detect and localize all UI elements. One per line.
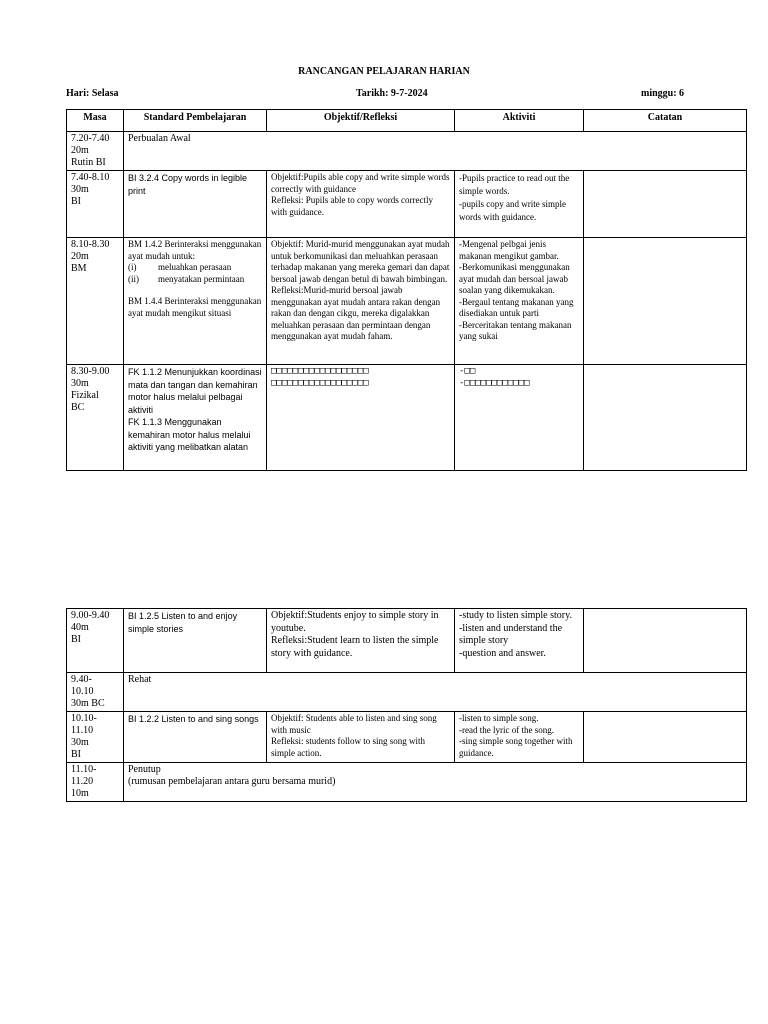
aktiviti-item: -question and answer. (459, 647, 546, 659)
refleksi-text: Refleksi: students follow to sing song with simple action. (271, 736, 425, 758)
table-header-row (67, 110, 747, 132)
catatan-cell (584, 609, 747, 673)
col-header-aktiviti: Aktiviti (455, 110, 584, 132)
masa-duration: 20m (71, 145, 89, 156)
objektif-text: Objektif:Pupils able copy and write simple words correctly with guidance (271, 172, 450, 194)
aktiviti-item: -listen to simple song. (459, 713, 539, 723)
masa-time: 7.40-8.10 (71, 172, 110, 183)
masa-time: 10.10- (71, 713, 97, 724)
merged-activity-cell: Perbualan Awal (124, 132, 747, 171)
masa-subject: BM (71, 263, 87, 274)
masa-subject: BC (71, 402, 85, 413)
masa-cell (67, 609, 124, 673)
masa-time: 7.20-7.40 (71, 133, 110, 144)
standard-text: FK 1.1.3 Menggunakan kemahiran motor halus melalui aktiviti yang melibatkan alatan (128, 417, 251, 452)
masa-time: 11.10- (71, 764, 97, 775)
aktiviti-item: -read the lyric of the song. (459, 724, 554, 735)
aktiviti-cell (455, 712, 584, 763)
masa-duration: 30m (71, 184, 89, 195)
aktiviti-item: -Pupils practice to read out the simple words. (459, 173, 570, 196)
objektif-cell (267, 238, 455, 365)
refleksi-text: Refleksi: Pupils able to copy words correctly with guidance. (271, 195, 433, 217)
aktiviti-item: -Berkomunikasi menggunakan ayat mudah dan bersoal jawab soalan yang dikemukakan. (459, 262, 570, 295)
standard-cell (124, 365, 267, 471)
masa-duration: 30m (71, 737, 89, 748)
masa-duration: 20m (71, 251, 89, 262)
table-row (67, 171, 747, 238)
masa-subject: BI (71, 749, 81, 760)
refleksi-text: □□□□□□□□□□□□□□□□□□ (271, 377, 369, 388)
closing-note: (rumusan pembelajaran antara guru bersama murid) (128, 776, 336, 787)
aktiviti-item: -listen and understand the simple story (459, 622, 563, 646)
objektif-text: □□□□□□□□□□□□□□□□□□ (271, 366, 369, 376)
masa-cell (67, 673, 124, 712)
lesson-table-2 (66, 608, 747, 802)
standard-subitem: (i) meluahkan perasaan (128, 262, 232, 272)
lesson-table-1 (66, 109, 747, 471)
col-header-objektif: Objektif/Refleksi (267, 110, 455, 132)
aktiviti-cell (455, 365, 584, 471)
merged-activity-cell (124, 763, 747, 802)
catatan-cell (584, 171, 747, 238)
catatan-cell (584, 238, 747, 365)
catatan-cell (584, 365, 747, 471)
table-row (67, 238, 747, 365)
col-header-masa: Masa (67, 110, 124, 132)
masa-duration: 40m (71, 622, 89, 633)
refleksi-text: Refleksi:Murid-murid bersoal jawab menggunakan ayat mudah antara rakan dengan rakan dan dengan cikgu, mereka digalakkan meluahkan perasaan dan permintaan dengan menggunakan ayat mudah faham. (271, 285, 441, 341)
standard-cell: BI 3.2.4 Copy words in legible print (124, 171, 267, 238)
objektif-text: Objektif:Students enjoy to simple story in youtube. (271, 610, 439, 634)
aktiviti-item: -□□□□□□□□□□□□ (459, 377, 530, 388)
objektif-cell (267, 712, 455, 763)
aktiviti-item: -study to listen simple story. (459, 610, 572, 621)
aktiviti-item: -pupils copy and write simple words with guidance. (459, 199, 566, 222)
week-label: minggu: 6 (641, 88, 685, 99)
standard-text: FK 1.1.2 Menunjukkan koordinasi mata dan tangan dan kemahiran motor halus melalui pelbagai aktiviti (128, 367, 262, 415)
masa-time: 9.00-9.40 (71, 610, 110, 621)
col-header-standard: Standard Pembelajaran (124, 110, 267, 132)
objektif-cell (267, 171, 455, 238)
masa-time: 8.10-8.30 (71, 239, 110, 250)
table-row (67, 673, 747, 712)
page-title: RANCANGAN PELAJARAN HARIAN (298, 66, 470, 77)
refleksi-text: Refleksi:Student learn to listen the simple story with guidance. (271, 635, 439, 659)
aktiviti-item: -Bergaul tentang makanan yang disediakan untuk parti (459, 296, 574, 318)
aktiviti-item: -Berceritakan tentang makanan yang sukai (459, 319, 572, 341)
masa-time: 11.20 (71, 776, 94, 787)
masa-cell (67, 171, 124, 238)
masa-time: 11.10 (71, 725, 94, 736)
table-row (67, 609, 747, 673)
masa-duration: 30m (71, 378, 89, 389)
masa-time: 10.10 (71, 686, 94, 697)
masa-subject: Fizikal (71, 390, 99, 401)
masa-duration: 10m (71, 788, 89, 799)
table-row (67, 763, 747, 802)
merged-activity-cell: Rehat (124, 673, 747, 712)
objektif-cell (267, 365, 455, 471)
aktiviti-cell (455, 171, 584, 238)
col-header-catatan: Catatan (584, 110, 747, 132)
table-row (67, 365, 747, 471)
aktiviti-item: -Mengenal pelbgai jenis makanan mengikut gambar. (459, 239, 559, 261)
catatan-cell (584, 712, 747, 763)
day-label: Hari: Selasa (66, 88, 119, 99)
objektif-cell (267, 609, 455, 673)
table-row (67, 132, 747, 171)
masa-time: 9.40- (71, 674, 92, 685)
aktiviti-cell (455, 609, 584, 673)
standard-cell (124, 238, 267, 365)
standard-cell: BI 1.2.2 Listen to and sing songs (124, 712, 267, 763)
masa-cell (67, 238, 124, 365)
aktiviti-item: -□□ (459, 366, 476, 376)
standard-intro: BM 1.4.2 Berinteraksi menggunakan ayat mudah untuk: (128, 239, 262, 261)
standard-more: BM 1.4.4 Berinteraksi menggunakan ayat mudah mengikut situasi (128, 296, 262, 318)
masa-cell (67, 763, 124, 802)
masa-subject: BI (71, 196, 81, 207)
objektif-text: Objektif: Murid-murid menggunakan ayat mudah untuk berkomunikasi dan meluahkan perasaan terhadap makanan yang mereka gemari dan dapat bersoal jawab dengan betul di bawah bimbingan. (271, 239, 450, 284)
table-row (67, 712, 747, 763)
masa-cell (67, 132, 124, 171)
masa-cell (67, 712, 124, 763)
date-label: Tarikh: 9-7-2024 (356, 88, 428, 99)
objektif-text: Objektif: Students able to listen and sing song with music (271, 713, 437, 735)
masa-duration: 30m BC (71, 698, 105, 709)
masa-subject: Rutin BI (71, 157, 106, 168)
aktiviti-item: -sing simple song together with guidance. (459, 736, 573, 758)
standard-cell: BI 1.2.5 Listen to and enjoy simple stories (124, 609, 267, 673)
closing-title: Penutup (128, 764, 161, 775)
masa-subject: BI (71, 634, 81, 645)
aktiviti-cell (455, 238, 584, 365)
masa-time: 8.30-9.00 (71, 366, 110, 377)
standard-subitem: (ii) menyatakan permintaan (128, 273, 245, 284)
masa-cell (67, 365, 124, 471)
